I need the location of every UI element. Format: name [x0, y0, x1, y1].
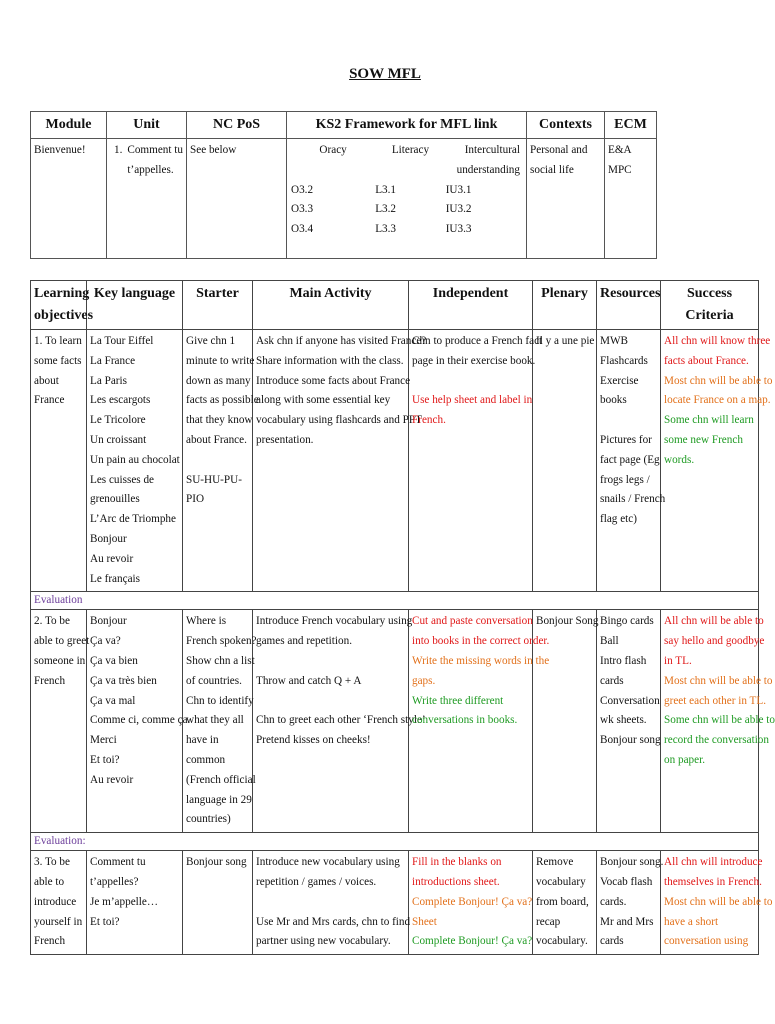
main-activity-line: partner using new vocabulary.	[256, 935, 391, 948]
objective-line: introduce	[34, 895, 77, 908]
contexts-line: social life	[530, 163, 574, 176]
module-overview-table	[30, 111, 657, 259]
key-language-line: La Tour Eiffel	[90, 335, 154, 347]
objective-line: yourself in	[34, 915, 83, 928]
resources-line: Intro flash	[600, 654, 647, 667]
module-name: Bienvenue!	[34, 144, 86, 156]
oracy-column	[287, 141, 375, 240]
starter-line: Chn to identify	[186, 694, 254, 707]
ecm-line: MPC	[608, 163, 632, 176]
success-line: on paper.	[664, 753, 706, 766]
ecm-cell	[605, 139, 657, 259]
starter-line: (French official	[186, 773, 256, 786]
independent-line: Fill in the blanks on	[412, 856, 502, 869]
contexts-line: Personal and	[530, 144, 588, 156]
header-key-language: Key language	[87, 281, 183, 330]
starter-line: French spoken?	[186, 635, 257, 648]
success-line: some new French	[664, 433, 743, 446]
evaluation-row	[31, 592, 759, 610]
starter-cell	[183, 851, 253, 955]
independent-line: Chn to produce a French fact	[412, 335, 543, 347]
independent-line: Complete Bonjour! Ça va?	[412, 935, 533, 948]
success-line: have a short	[664, 915, 719, 928]
resources-line: Pictures for	[600, 433, 652, 446]
header-contexts: Contexts	[527, 112, 605, 139]
key-language-line: La Paris	[90, 374, 127, 387]
starter-line: down as many	[186, 374, 251, 387]
plenary-cell	[533, 851, 597, 955]
plenary-line: Il y a une pie	[536, 335, 595, 347]
success-line: words.	[664, 453, 695, 466]
header-independent: Independent	[409, 281, 533, 330]
main-activity-line: Share information with the class.	[256, 354, 404, 367]
header-success-criteria: Success Criteria	[661, 281, 759, 330]
main-activity-line: along with some essential key	[256, 394, 391, 407]
overview-header-row	[31, 112, 657, 139]
key-language-line: La France	[90, 354, 136, 367]
intercultural-column	[446, 141, 526, 240]
unit-cell	[107, 139, 187, 259]
literacy-heading: Literacy	[391, 144, 430, 156]
header-nc-pos: NC PoS	[187, 112, 287, 139]
key-language-line: Bonjour	[90, 532, 127, 545]
starter-line: SU-HU-PU-	[186, 473, 242, 486]
header-starter: Starter	[183, 281, 253, 330]
resources-line: Exercise	[600, 374, 639, 387]
key-language-line: Le français	[90, 572, 140, 585]
main-activity-cell	[253, 851, 409, 955]
plenary-line: vocabulary	[536, 875, 586, 888]
independent-line: introductions sheet.	[412, 875, 500, 888]
contexts-cell	[527, 139, 605, 259]
objective-cell	[31, 610, 90, 833]
objective-line: 3. To be	[34, 856, 70, 869]
key-language-line: Les cuisses de	[90, 473, 155, 486]
main-activity-line: presentation.	[256, 433, 314, 446]
starter-line: minute to write	[186, 354, 255, 367]
success-line: in TL.	[664, 654, 692, 667]
key-language-line: Au revoir	[90, 552, 134, 565]
plenary-line: recap	[536, 915, 561, 928]
success-line: Some chn will learn	[664, 414, 754, 427]
main-activity-line: vocabulary using flashcards and PPT	[256, 414, 422, 427]
nc-pos-cell	[187, 139, 287, 259]
success-line: Most chn will be able to	[664, 895, 773, 908]
key-language-line: Ça va bien	[90, 654, 138, 667]
success-line: facts about France.	[664, 354, 749, 367]
overview-content-row	[31, 139, 657, 259]
evaluation-cell	[31, 592, 759, 610]
plenary-line: from board,	[536, 895, 589, 908]
ks2-cell	[287, 139, 527, 259]
starter-line: about France.	[186, 433, 247, 446]
key-language-line: Bonjour	[90, 615, 127, 628]
ecm-line: E&A	[608, 144, 632, 156]
starter-line: PIO	[186, 493, 205, 506]
resources-cell	[597, 330, 666, 592]
lesson-plan-table	[30, 280, 775, 955]
success-line: Most chn will be able to	[664, 674, 773, 687]
starter-line: what they all	[186, 714, 244, 727]
independent-line: Write three different	[412, 694, 504, 707]
ks2-columns	[287, 141, 526, 240]
resources-line: cards.	[600, 895, 627, 908]
evaluation-label: Evaluation	[34, 594, 83, 607]
literacy-code: L3.2	[375, 203, 397, 216]
resources-line: Bonjour song	[600, 734, 661, 747]
independent-line: gaps.	[412, 674, 436, 687]
key-language-line: grenouilles	[90, 493, 140, 506]
starter-line: Where is	[186, 615, 227, 628]
objective-line: 2. To be	[34, 615, 70, 628]
resources-line: cards	[600, 674, 624, 687]
objective-line: able to	[34, 875, 65, 888]
success-line: say hello and goodbye	[664, 635, 765, 648]
header-learning-objectives	[31, 281, 94, 330]
header-main-activity: Main Activity	[253, 281, 409, 330]
success-criteria-cell	[661, 330, 773, 592]
resources-cell	[597, 851, 664, 955]
success-criteria-cell	[661, 610, 775, 833]
main-activity-line: Pretend kisses on cheeks!	[256, 734, 371, 747]
starter-line: have in	[186, 734, 219, 747]
resources-line: Bingo cards	[600, 615, 654, 628]
key-language-line: t’appelles?	[90, 875, 139, 888]
success-line: All chn will be able to	[664, 615, 764, 628]
oracy-code: O3.2	[291, 183, 314, 196]
table-row	[31, 610, 759, 833]
resources-line: books	[600, 394, 627, 407]
starter-line: of countries.	[186, 674, 242, 687]
resources-line: Flashcards	[600, 354, 648, 367]
independent-line: page in their exercise book.	[412, 354, 536, 367]
key-language-line: Ça va très bien	[90, 674, 157, 687]
starter-line: facts as possible	[186, 394, 259, 407]
starter-line: Give chn 1	[186, 335, 236, 347]
main-activity-line: Introduce some facts about France	[256, 374, 411, 387]
intercultural-heading: understanding	[456, 163, 520, 176]
success-line: themselves in French.	[664, 875, 762, 888]
independent-line: into books in the correct order.	[412, 635, 550, 648]
starter-line: countries)	[186, 813, 231, 826]
key-language-cell	[87, 851, 183, 955]
module-cell	[31, 139, 107, 259]
header-module: Module	[31, 112, 107, 139]
key-language-line: Et toi?	[90, 915, 120, 928]
key-language-line: Merci	[90, 734, 117, 747]
unit-number: 1.	[114, 144, 123, 156]
evaluation-label: Evaluation:	[34, 835, 86, 848]
header-ks2-framework: KS2 Framework for MFL link	[287, 112, 527, 139]
key-language-cell	[87, 610, 191, 833]
plenary-line: Remove	[536, 856, 574, 869]
independent-line: Write the missing words in the	[412, 654, 550, 667]
key-language-line: L’Arc de Triomphe	[90, 513, 176, 526]
key-language-cell	[87, 330, 183, 592]
plenary-cell	[533, 330, 597, 592]
main-activity-line: repetition / games / voices.	[256, 875, 377, 888]
main-activity-line: Introduce new vocabulary using	[256, 856, 400, 869]
resources-line: Mr and Mrs	[600, 915, 654, 928]
key-language-line: Ça va mal	[90, 694, 136, 707]
starter-cell	[183, 610, 257, 833]
resources-line: Conversation	[600, 694, 660, 707]
key-language-line: Au revoir	[90, 773, 134, 786]
header-text: Learning	[34, 286, 90, 301]
table-row	[31, 851, 759, 955]
intercultural-code: IU3.1	[445, 183, 472, 196]
success-line: conversation using	[664, 935, 749, 948]
intercultural-heading: Intercultural	[464, 144, 520, 156]
success-criteria-cell	[661, 851, 773, 955]
resources-line: MWB	[600, 335, 628, 347]
evaluation-row	[31, 833, 759, 851]
literacy-code: L3.3	[375, 223, 397, 236]
resources-line: wk sheets.	[600, 714, 647, 727]
independent-line: French.	[412, 414, 446, 427]
objective-cell	[31, 330, 87, 592]
starter-line: that they know	[186, 414, 253, 427]
oracy-code: O3.4	[291, 223, 314, 236]
header-plenary: Plenary	[533, 281, 597, 330]
key-language-line: Un croissant	[90, 433, 147, 446]
objective-line: 1. To learn	[34, 335, 82, 347]
key-language-line: Et toi?	[90, 753, 120, 766]
evaluation-cell	[31, 833, 759, 851]
key-language-line: Comment tu	[90, 856, 146, 869]
independent-line: Sheet	[412, 915, 437, 928]
objective-line: France	[34, 394, 65, 407]
success-line: All chn will know three	[664, 335, 771, 347]
intercultural-code: IU3.3	[445, 223, 472, 236]
resources-line: cards	[600, 935, 624, 948]
success-line: greet each other in TL.	[664, 694, 766, 707]
resources-line: Ball	[600, 635, 619, 648]
literacy-code: L3.1	[375, 183, 397, 196]
objective-line: French	[34, 674, 66, 687]
main-activity-line: Use Mr and Mrs cards, chn to find	[256, 915, 411, 928]
success-line: record the conversation	[664, 734, 769, 747]
success-line: Some chn will be able to	[664, 714, 775, 727]
resources-line: flag etc)	[600, 513, 637, 526]
objective-line: French	[34, 935, 66, 948]
nc-pos-value: See below	[190, 144, 237, 156]
unit-title-line: t’appelles.	[127, 163, 174, 176]
independent-cell	[409, 851, 533, 955]
document-title: SOW MFL	[349, 66, 421, 82]
lesson-header-row	[31, 281, 759, 330]
key-language-line: Le Tricolore	[90, 414, 146, 427]
success-line: locate France on a map.	[664, 394, 771, 407]
objective-line: someone in	[34, 654, 86, 667]
header-resources: Resources	[597, 281, 661, 330]
main-activity-line: Throw and catch Q + A	[256, 674, 362, 687]
key-language-line: Je m’appelle…	[90, 895, 159, 908]
literacy-column	[375, 141, 446, 240]
main-activity-line: Chn to greet each other ‘French style’	[256, 714, 426, 727]
starter-line: Bonjour song	[186, 856, 247, 869]
oracy-heading: Oracy	[319, 144, 347, 156]
main-activity-line: games and repetition.	[256, 635, 352, 648]
resources-line: fact page (Eg	[600, 453, 660, 466]
header-text: objectives	[34, 308, 94, 323]
objective-line: able to greet	[34, 635, 90, 648]
independent-cell	[409, 610, 550, 833]
main-activity-line: Introduce French vocabulary using	[256, 615, 413, 628]
success-line: Most chn will be able to	[664, 374, 773, 387]
unit-title-line: Comment tu	[127, 144, 183, 156]
key-language-line: Ça va?	[90, 635, 121, 648]
header-unit: Unit	[107, 112, 187, 139]
resources-line: snails / French	[600, 493, 666, 506]
independent-line: Use help sheet and label in	[412, 394, 533, 407]
starter-line: language in 29	[186, 793, 252, 806]
plenary-line: Bonjour Song	[536, 615, 599, 628]
independent-line: Complete Bonjour! Ça va?	[412, 895, 533, 908]
key-language-line: Les escargots	[90, 394, 151, 407]
success-line: All chn will introduce	[664, 856, 763, 869]
key-language-line: Comme ci, comme ça.	[90, 714, 191, 727]
key-language-line: Un pain au chocolat	[90, 453, 180, 466]
independent-line: Cut and paste conversation	[412, 615, 533, 628]
objective-line: some facts	[34, 354, 82, 367]
resources-line: frogs legs /	[600, 473, 650, 486]
resources-line: Bonjour song.	[600, 856, 664, 869]
resources-line: Vocab flash	[600, 875, 653, 888]
intercultural-code: IU3.2	[445, 203, 472, 216]
starter-line: common	[186, 753, 226, 766]
main-activity-line: Ask chn if anyone has visited France?	[256, 335, 427, 347]
header-ecm: ECM	[605, 112, 657, 139]
oracy-code: O3.3	[291, 203, 314, 216]
starter-cell	[183, 330, 259, 592]
objective-cell	[31, 851, 87, 955]
starter-line: Show chn a list	[186, 654, 255, 667]
objective-line: about	[34, 374, 59, 387]
table-row	[31, 330, 759, 592]
resources-cell	[597, 610, 661, 833]
unit-list-item	[110, 141, 183, 181]
main-activity-cell	[253, 330, 427, 592]
plenary-line: vocabulary.	[536, 935, 588, 948]
independent-line: conversations in books.	[412, 714, 518, 727]
independent-cell	[409, 330, 543, 592]
